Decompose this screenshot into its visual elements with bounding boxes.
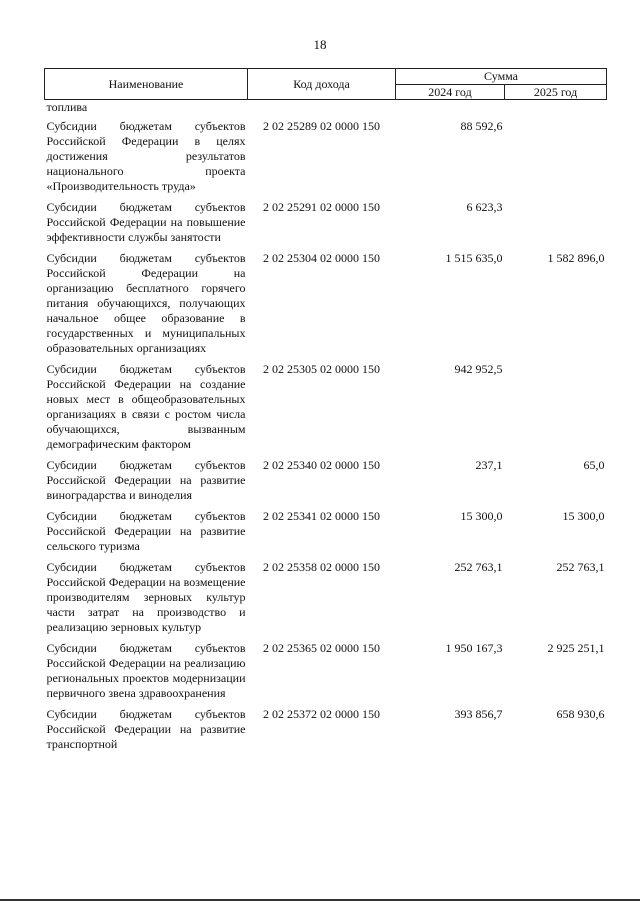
row-value-2025: 658 930,6 [556, 707, 605, 721]
header-year-2025: 2025 год [505, 84, 607, 100]
row-name: Субсидии бюджетам субъектов Российской Федерации на развитие транспортной [46, 707, 246, 751]
row-value-2024: 1 950 167,3 [445, 641, 503, 655]
row-value-2025: 1 582 896,0 [547, 251, 605, 265]
page-bottom-edge [0, 899, 640, 901]
row-value-2024: 88 592,6 [460, 119, 503, 133]
row-value-2024 [396, 100, 505, 120]
table-body [45, 100, 607, 759]
row-code: 2 02 25365 02 0000 150 [263, 641, 380, 655]
row-value-2025: 252 763,1 [556, 560, 605, 574]
header-sum: Сумма [396, 69, 607, 85]
row-code [248, 100, 396, 120]
row-value-2025 [505, 100, 607, 120]
row-name: Субсидии бюджетам субъектов Российской Федерации в целях достижения результатов национального проекта «Производительность труда» [46, 119, 246, 193]
row-value-2025: 15 300,0 [562, 509, 605, 523]
row-value-2024: 1 515 635,0 [445, 251, 503, 265]
row-code: 2 02 25291 02 0000 150 [263, 200, 380, 214]
header-name: Наименование [45, 69, 248, 100]
table-row [45, 707, 607, 758]
table-row [45, 119, 607, 200]
row-name: топлива [46, 100, 88, 114]
table-row [45, 641, 607, 707]
row-value-2025 [505, 362, 607, 458]
row-value-2025 [505, 119, 607, 200]
row-value-2024: 393 856,7 [454, 707, 503, 721]
row-name: Субсидии бюджетам субъектов Российской Федерации на развитие виноградарства и виноделия [46, 458, 246, 502]
row-code: 2 02 25340 02 0000 150 [263, 458, 380, 472]
revenue-table [44, 68, 607, 758]
table-row [45, 509, 607, 560]
table-row [45, 458, 607, 509]
header-code: Код дохода [248, 69, 396, 100]
row-name: Субсидии бюджетам субъектов Российской Федерации на организацию бесплатного горячего питания обучающихся, получающих начальное общее образование в государственных и муниципальных образовательных организациях [46, 251, 246, 355]
table-row [45, 362, 607, 458]
table-row [45, 200, 607, 251]
row-value-2024: 237,1 [475, 458, 503, 472]
row-name: Субсидии бюджетам субъектов Российской Федерации на повышение эффективности службы занятости [46, 200, 246, 244]
row-code: 2 02 25304 02 0000 150 [263, 251, 380, 265]
row-value-2024: 942 952,5 [454, 362, 503, 376]
table-header [45, 69, 607, 100]
row-code: 2 02 25358 02 0000 150 [263, 560, 380, 574]
row-code: 2 02 25289 02 0000 150 [263, 119, 380, 133]
row-value-2025: 65,0 [583, 458, 605, 472]
page-number: 18 [313, 37, 327, 52]
row-value-2025 [505, 200, 607, 251]
row-value-2024: 6 623,3 [466, 200, 503, 214]
row-name: Субсидии бюджетам субъектов Российской Федерации на создание новых мест в общеобразовательных организациях в связи с ростом числа обучающихся, вызванным демографическим фактором [46, 362, 246, 451]
row-value-2024: 252 763,1 [454, 560, 503, 574]
row-value-2024: 15 300,0 [460, 509, 503, 523]
row-name: Субсидии бюджетам субъектов Российской Федерации на развитие сельского туризма [46, 509, 246, 553]
row-code: 2 02 25372 02 0000 150 [263, 707, 380, 721]
table-row [45, 251, 607, 362]
row-code: 2 02 25341 02 0000 150 [263, 509, 380, 523]
table-row [45, 100, 607, 120]
table-row [45, 560, 607, 641]
row-value-2025: 2 925 251,1 [547, 641, 605, 655]
row-name: Субсидии бюджетам субъектов Российской Федерации на реализацию региональных проектов модернизации первичного звена здравоохранения [46, 641, 246, 700]
header-year-2024: 2024 год [396, 84, 505, 100]
row-name: Субсидии бюджетам субъектов Российской Федерации на возмещение производителям зерновых культур части затрат на производство и реализацию зерновых культур [46, 560, 246, 634]
row-code: 2 02 25305 02 0000 150 [263, 362, 380, 376]
